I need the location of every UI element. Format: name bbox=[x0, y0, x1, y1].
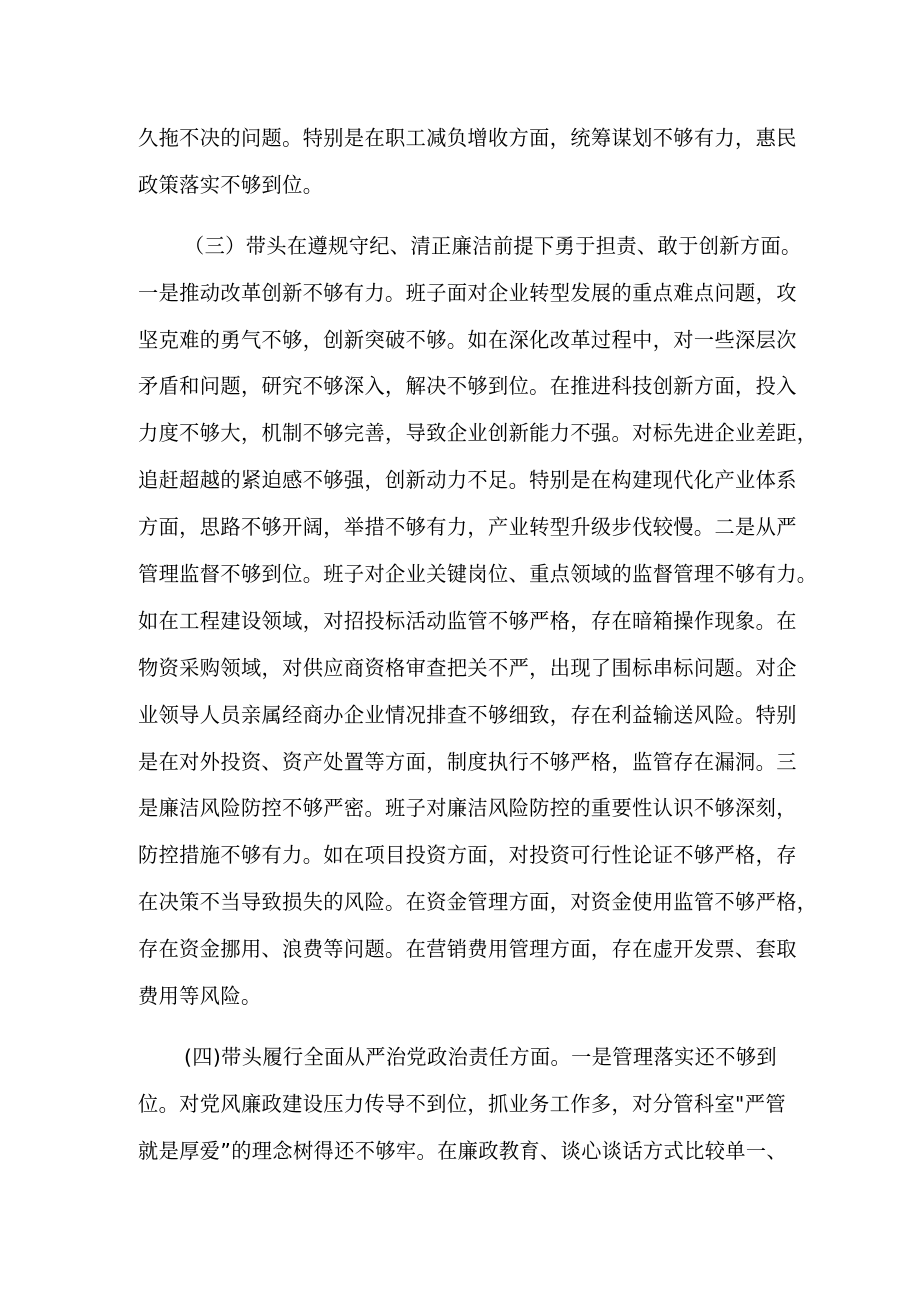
text-line: 政策落实不够到位。 bbox=[138, 172, 324, 197]
text-line: 费用等风险。 bbox=[138, 984, 262, 1009]
paragraph-gap bbox=[138, 209, 798, 223]
text-line: 久拖不决的问题。特别是在职工减负增收方面，统筹谋划不够有力，惠民 bbox=[138, 126, 797, 150]
text-line: 位。对党风廉政建设压力传导不到位，抓业务工作多，对分管科室"严管 bbox=[138, 1091, 786, 1116]
document-body bbox=[138, 115, 818, 1175]
text-line: 方面，思路不够开阔，举措不够有力，产业转型升级步伐较慢。二是从严 bbox=[138, 515, 797, 540]
section-heading-line: （三）带头在遵规守纪、清正廉洁前提下勇于担责、敢于创新方面。 bbox=[184, 233, 802, 258]
text-line: 业领导人员亲属经商办企业情况排查不够细致，存在利益输送风险。特别 bbox=[138, 702, 797, 727]
text-line: 管理监督不够到位。班子对企业关键岗位、重点领域的监督管理不够有力。 bbox=[138, 562, 818, 587]
text-line: 是在对外投资、资产处置等方面，制度执行不够严格，监管存在漏洞。三 bbox=[138, 749, 797, 774]
text-line: 是廉洁风险防控不够严密。班子对廉洁风险防控的重要性认识不够深刻， bbox=[138, 796, 797, 821]
text-line: 矛盾和问题，研究不够深入，解决不够到位。在推进科技创新方面，投入 bbox=[138, 374, 797, 399]
text-line: 一是推动改革创新不够有力。班子面对企业转型发展的重点难点问题，攻 bbox=[138, 280, 797, 305]
text-line: 存在资金挪用、浪费等问题。在营销费用管理方面，存在虚开发票、套取 bbox=[138, 937, 797, 962]
text-line: 追赶超越的紧迫感不够强，创新动力不足。特别是在构建现代化产业体系 bbox=[138, 468, 797, 493]
text-line: 就是厚爱”的理念树得还不够牢。在廉政教育、谈心谈话方式比较单一、 bbox=[138, 1138, 788, 1163]
text-line: 防控措施不够有力。如在项目投资方面，对投资可行性论证不够严格，存 bbox=[138, 843, 797, 868]
text-line: 在决策不当导致损失的风险。在资金管理方面，对资金使用监管不够严格， bbox=[138, 890, 818, 915]
text-line: 如在工程建设领域，对招投标活动监管不够严格，存在暗箱操作现象。在 bbox=[138, 608, 797, 633]
paragraph-gap bbox=[138, 1020, 798, 1034]
text-line: 力度不够大，机制不够完善，导致企业创新能力不强。对标先进企业差距， bbox=[138, 421, 818, 446]
text-line: 物资采购领域，对供应商资格审查把关不严，出现了围标串标问题。对企 bbox=[138, 655, 797, 680]
text-line: 坚克难的勇气不够，创新突破不够。如在深化改革过程中，对一些深层次 bbox=[138, 327, 797, 352]
section-heading-line: (四)带头履行全面从严治党政治责任方面。一是管理落实还不够到 bbox=[184, 1044, 778, 1069]
